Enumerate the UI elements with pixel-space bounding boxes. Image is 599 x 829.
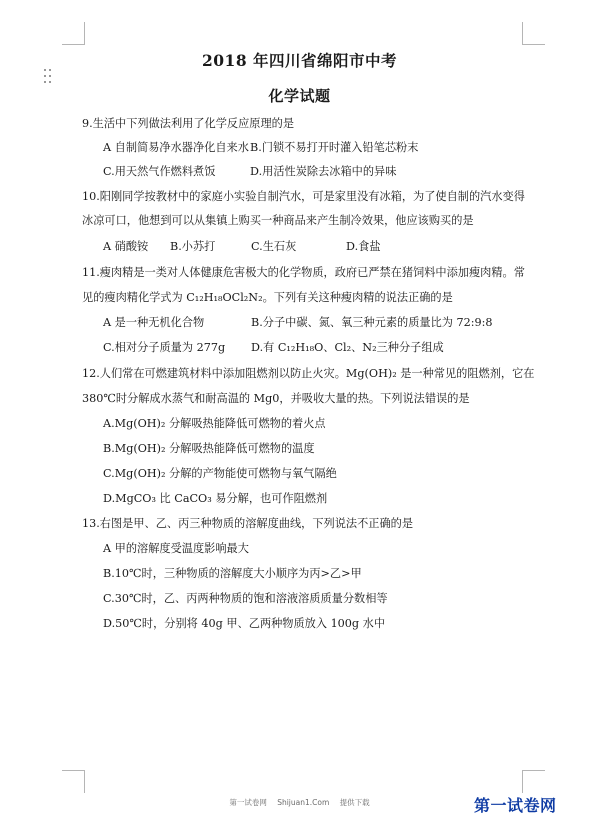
drag-handle-icon[interactable] bbox=[44, 69, 54, 85]
question-11-option-c: C.相对分子质量为 277g bbox=[103, 341, 226, 354]
question-13-option-b: B.10℃时，三种物质的溶解度大小顺序为丙>乙>甲 bbox=[103, 567, 362, 580]
question-10-option-d: D.食盐 bbox=[346, 240, 381, 253]
crop-mark-bottom-right bbox=[522, 770, 545, 793]
footer-text: 第一试卷网 Shijuan1.Com 提供下载 bbox=[229, 798, 370, 807]
crop-mark-top-left bbox=[62, 22, 85, 45]
question-10-option-c: C.生石灰 bbox=[251, 240, 297, 253]
page-subtitle: 化学试题 bbox=[268, 87, 331, 105]
question-11-option-d: D.有 C₁₂H₁₈O、Cl₂、N₂三种分子组成 bbox=[251, 341, 444, 354]
question-12-stem-line-1: 12.人们常在可燃建筑材料中添加阻燃剂以防止火灾。Mg(OH)₂ 是一种常见的阻燃剂，它在 bbox=[82, 367, 535, 380]
question-10-stem-line-1: 10.阳刚同学按教材中的家庭小实验自制汽水，可是家里没有冰箱，为了使自制的汽水变得 bbox=[82, 190, 525, 203]
question-11-option-a: A 是一种无机化合物 bbox=[103, 316, 205, 329]
question-13-option-a: A 甲的溶解度受温度影响最大 bbox=[103, 542, 249, 555]
question-9-option-a: A 自制简易净水器净化自来水 bbox=[103, 141, 249, 154]
question-10-stem-line-2: 冰凉可口，他想到可以从集镇上购买一种商品来产生制冷效果，他应该购买的是 bbox=[82, 214, 474, 227]
crop-mark-bottom-left bbox=[62, 770, 85, 793]
question-12-stem-line-2: 380℃时分解成水蒸气和耐高温的 Mg0，并吸收大量的热。下列说法错误的是 bbox=[82, 392, 470, 405]
question-12-option-b: B.Mg(OH)₂ 分解吸热能降低可燃物的温度 bbox=[103, 442, 315, 455]
question-9-option-d: D.用活性炭除去冰箱中的异味 bbox=[250, 165, 397, 178]
brand-logo-text: 第一试卷网 bbox=[474, 796, 557, 815]
question-10-option-a: A 硝酸铵 bbox=[103, 240, 149, 253]
question-13-option-d: D.50℃时，分别将 40g 甲、乙两种物质放入 100g 水中 bbox=[103, 617, 386, 630]
question-9-stem: 9.生活中下列做法利用了化学反应原理的是 bbox=[82, 117, 295, 130]
question-9-option-c: C.用天然气作燃料煮饭 bbox=[103, 165, 216, 178]
question-12-option-d: D.MgCO₃ 比 CaCO₃ 易分解，也可作阻燃剂 bbox=[103, 492, 328, 505]
question-12-option-c: C.Mg(OH)₂ 分解的产物能使可燃物与氧气隔绝 bbox=[103, 467, 337, 480]
question-12-option-a: A.Mg(OH)₂ 分解吸热能降低可燃物的着火点 bbox=[103, 417, 326, 430]
question-9-option-b: B.门锁不易打开时灌入铅笔芯粉末 bbox=[250, 141, 419, 154]
question-11-stem-line-2: 见的瘦肉精化学式为 C₁₂H₁₈OCl₂N₂。下列有关这种瘦肉精的说法正确的是 bbox=[82, 291, 453, 304]
question-13-option-c: C.30℃时，乙、丙两种物质的饱和溶液溶质质量分数相等 bbox=[103, 592, 388, 605]
page-title: 2018 年四川省绵阳市中考 bbox=[201, 51, 398, 70]
question-11-option-b: B.分子中碳、氮、氧三种元素的质量比为 72:9:8 bbox=[251, 316, 493, 329]
question-13-stem: 13.右图是甲、乙、丙三种物质的溶解度曲线，下列说法不正确的是 bbox=[82, 517, 414, 530]
question-11-stem-line-1: 11.瘦肉精是一类对人体健康危害极大的化学物质，政府已严禁在猪饲料中添加瘦肉精。常 bbox=[82, 266, 525, 279]
question-10-option-b: B.小苏打 bbox=[170, 240, 216, 253]
crop-mark-top-right bbox=[522, 22, 545, 45]
